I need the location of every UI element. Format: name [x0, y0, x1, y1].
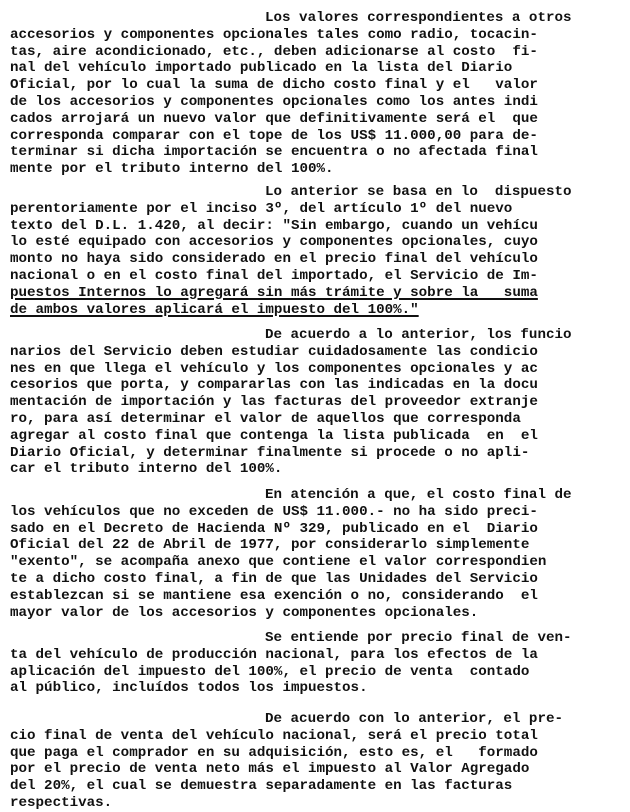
paragraph-service-officials — [10, 327, 620, 478]
underlined-text-line: puestos Internos lo agregará sin más trámite y sobre la suma — [10, 284, 538, 301]
text-line: lo esté equipado con accesorios y componentes opcionales, cuyo — [10, 234, 538, 251]
paragraph-accessories-value — [10, 10, 620, 178]
text-line: cio final de venta del vehículo nacional, será el precio total — [10, 727, 538, 744]
text-line: corresponda comparar con el tope de los US$ 11.000,00 para de- — [10, 127, 538, 144]
text-line: Los valores correspondientes a otros — [265, 10, 572, 26]
text-line: nes en que llega el vehículo y los componentes opcionales y ac — [10, 360, 538, 377]
text-line: nacional o en el costo final del importado, el Servicio de Im- — [10, 267, 538, 284]
paragraph-final-price-definition — [10, 630, 620, 697]
paragraph-exemption-annex — [10, 487, 620, 621]
paragraph-legal-basis — [10, 184, 620, 318]
text-line: mayor valor de los accesorios y componentes opcionales. — [10, 604, 479, 621]
text-line: establezcan si se mantiene esa exención o no, considerando el — [10, 587, 538, 604]
text-line: Oficial del 22 de Abril de 1977, por considerarlo simplemente — [10, 537, 530, 554]
text-line: ro, para así determinar el valor de aquellos que corresponda — [10, 410, 521, 427]
text-line: De acuerdo con lo anterior, el pre- — [265, 711, 563, 727]
text-line: de los accesorios y componentes opcionales como los antes indi — [10, 93, 538, 110]
text-line: del 20%, el cual se demuestra separadamente en las facturas — [10, 778, 513, 795]
text-line: accesorios y componentes opcionales tales como radio, tocacin- — [10, 26, 538, 43]
text-line: por el precio de venta neto más el impuesto al Valor Agregado — [10, 761, 530, 778]
text-line: los vehículos que no exceden de US$ 11.000.- no ha sido preci- — [10, 503, 538, 520]
text-line: aplicación del impuesto del 100%, el precio de venta contado — [10, 663, 530, 680]
text-line: respectivas. — [10, 794, 113, 811]
text-line: cados arrojará un nuevo valor que definitivamente será el que — [10, 110, 538, 127]
text-line: "exento", se acompaña anexo que contiene el valor correspondien — [10, 554, 547, 571]
text-line: sado en el Decreto de Hacienda Nº 329, publicado en el Diario — [10, 520, 538, 537]
text-line: ta del vehículo de producción nacional, para los efectos de la — [10, 646, 538, 663]
text-line: cesorios que porta, y compararlas con las indicadas en la docu — [10, 377, 538, 394]
text-line: perentoriamente por el inciso 3º, del artículo 1º del nuevo — [10, 200, 513, 217]
text-line: que paga el comprador en su adquisición, esto es, el formado — [10, 744, 538, 761]
text-line: monto no haya sido considerado en el precio final del vehículo — [10, 251, 538, 268]
text-line: Diario Oficial, y determinar finalmente si procede o no apli- — [10, 444, 530, 461]
underlined-text-line: de ambos valores aplicará el impuesto del 100%." — [10, 301, 419, 318]
text-line: De acuerdo a lo anterior, los funcio — [265, 327, 572, 343]
text-line: al público, incluídos todos los impuestos. — [10, 680, 368, 697]
text-line: Se entiende por precio final de ven- — [265, 630, 572, 646]
text-line: mente por el tributo interno del 100%. — [10, 161, 334, 178]
text-line: nal del vehículo importado publicado en la lista del Diario — [10, 60, 513, 77]
text-line: tas, aire acondicionado, etc., deben adicionarse al costo fi- — [10, 43, 538, 60]
text-line: Lo anterior se basa en lo dispuesto — [265, 184, 572, 200]
text-line: car el tributo interno del 100%. — [10, 461, 283, 478]
paragraph-national-vehicle-price — [10, 711, 620, 812]
text-line: te a dicho costo final, a fin de que las Unidades del Servicio — [10, 570, 538, 587]
text-line: Oficial, por lo cual la suma de dicho costo final y el valor — [10, 77, 538, 94]
text-line: En atención a que, el costo final de — [265, 487, 572, 503]
text-line: agregar al costo final que contenga la lista publicada en el — [10, 427, 538, 444]
text-line: texto del D.L. 1.420, al decir: "Sin embargo, cuando un vehícu — [10, 217, 538, 234]
text-line: terminar si dicha importación se encuentra o no afectada final — [10, 144, 538, 161]
text-line: mentación de importación y las facturas del proveedor extranje — [10, 394, 538, 411]
text-line: narios del Servicio deben estudiar cuidadosamente las condicio — [10, 343, 538, 360]
